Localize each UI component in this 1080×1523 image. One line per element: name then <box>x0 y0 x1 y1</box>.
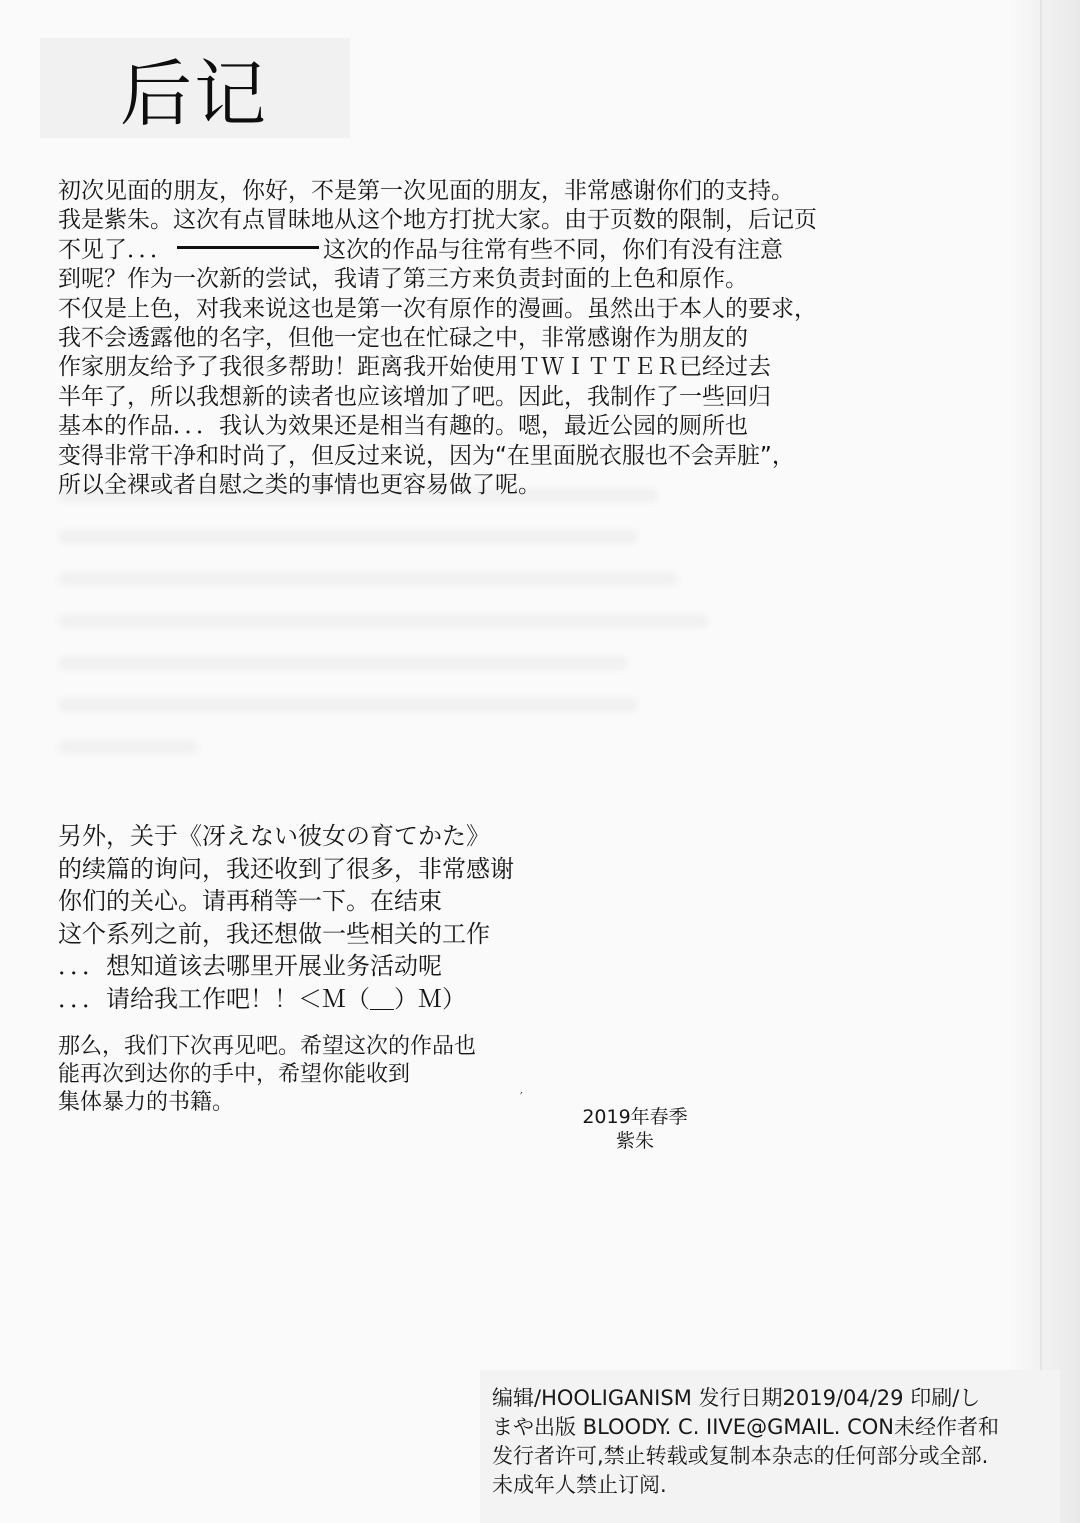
colophon-line: まや出版 BLOODY. C. IIVE@GMAIL. CON未经作者和 <box>492 1415 999 1439</box>
text-line: 你们的关心。请再稍等一下。在结束 <box>58 887 442 915</box>
text-line: 到呢？作为一次新的尝试，我请了第三方来负责封面的上色和原作。 <box>58 266 748 293</box>
text-line: ．．．请给我工作吧！！＜Ｍ（＿）Ｍ） <box>58 984 466 1013</box>
colophon-line: 编辑/HOOLIGANISM 发行日期2019/04/29 印刷/し <box>492 1386 981 1410</box>
text-line: 集体暴力的书籍。 <box>58 1090 235 1115</box>
signature-author: 紫朱 <box>615 1130 654 1152</box>
colophon-line: 未成年人禁止订阅. <box>492 1473 667 1497</box>
signature <box>560 1105 710 1153</box>
bleed-line <box>58 698 638 712</box>
signature-date: 2019年春季 <box>582 1106 688 1128</box>
dash-rule <box>177 246 319 249</box>
text-line: 作家朋友给予了我很多帮助！距离我开始使用ＴＷＩＴＴＥＲ已经过去 <box>58 354 771 381</box>
text-line: 那么，我们下次再见吧。希望这次的作品也 <box>58 1034 477 1059</box>
bleed-line <box>58 656 628 670</box>
colophon-text <box>492 1384 999 1500</box>
text-line: 另外，关于《冴えない彼女の育てかた》 <box>58 822 490 850</box>
bleed-line <box>58 614 708 628</box>
text-line: 变得非常干净和时尚了，但反过来说，因为“在里面脱衣服也不会弄脏”， <box>58 442 795 469</box>
paragraph-farewell <box>58 1033 476 1117</box>
text-line: 我不会透露他的名字，但他一定也在忙碌之中，非常感谢作为朋友的 <box>58 325 748 352</box>
bleed-line <box>58 740 198 754</box>
text-line: 基本的作品．．．我认为效果还是相当有趣的。嗯，最近公园的厕所也 <box>58 413 748 440</box>
paragraph-intro <box>58 177 817 500</box>
text-line: ．．．想知道该去哪里开展业务活动呢 <box>58 952 442 980</box>
text-line: 的续篇的询问，我还收到了很多，非常感谢 <box>58 854 514 883</box>
bleed-line <box>58 530 638 544</box>
paragraph-sequel <box>58 820 514 1015</box>
text-segment: 这次的作品与往常有些不同，你们有没有注意 <box>323 236 783 263</box>
scan-edge-shadow <box>1010 0 1080 1523</box>
title-box <box>40 38 350 138</box>
bleed-through-area <box>58 488 718 782</box>
text-line: 初次见面的朋友，你好，不是第一次见面的朋友，非常感谢你们的支持。 <box>58 178 794 204</box>
text-segment: 不见了．．． <box>58 236 173 263</box>
text-line: 我是紫朱。这次有点冒昧地从这个地方打扰大家。由于页数的限制，后记页 <box>58 207 817 234</box>
colophon-line: 发行者许可,禁止转载或复制本杂志的任何部分或全部. <box>492 1444 989 1468</box>
text-line: 不仅是上色，对我来说这也是第一次有原作的漫画。虽然出于本人的要求， <box>58 295 817 322</box>
text-line <box>58 236 817 265</box>
page-title: 后记 <box>120 52 269 136</box>
stray-mark: ′ <box>520 1090 523 1104</box>
text-line: 这个系列之前，我还想做一些相关的工作 <box>58 919 490 948</box>
bleed-line <box>58 488 658 502</box>
text-line: 所以全裸或者自慰之类的事情也更容易做了呢。 <box>58 472 541 499</box>
text-line: 能再次到达你的手中，希望你能收到 <box>58 1062 411 1087</box>
text-line: 半年了，所以我想新的读者也应该增加了吧。因此，我制作了一些回归 <box>58 383 771 410</box>
bleed-line <box>58 572 678 586</box>
scan-edge-line <box>1040 0 1042 1523</box>
colophon-box <box>480 1370 1060 1523</box>
